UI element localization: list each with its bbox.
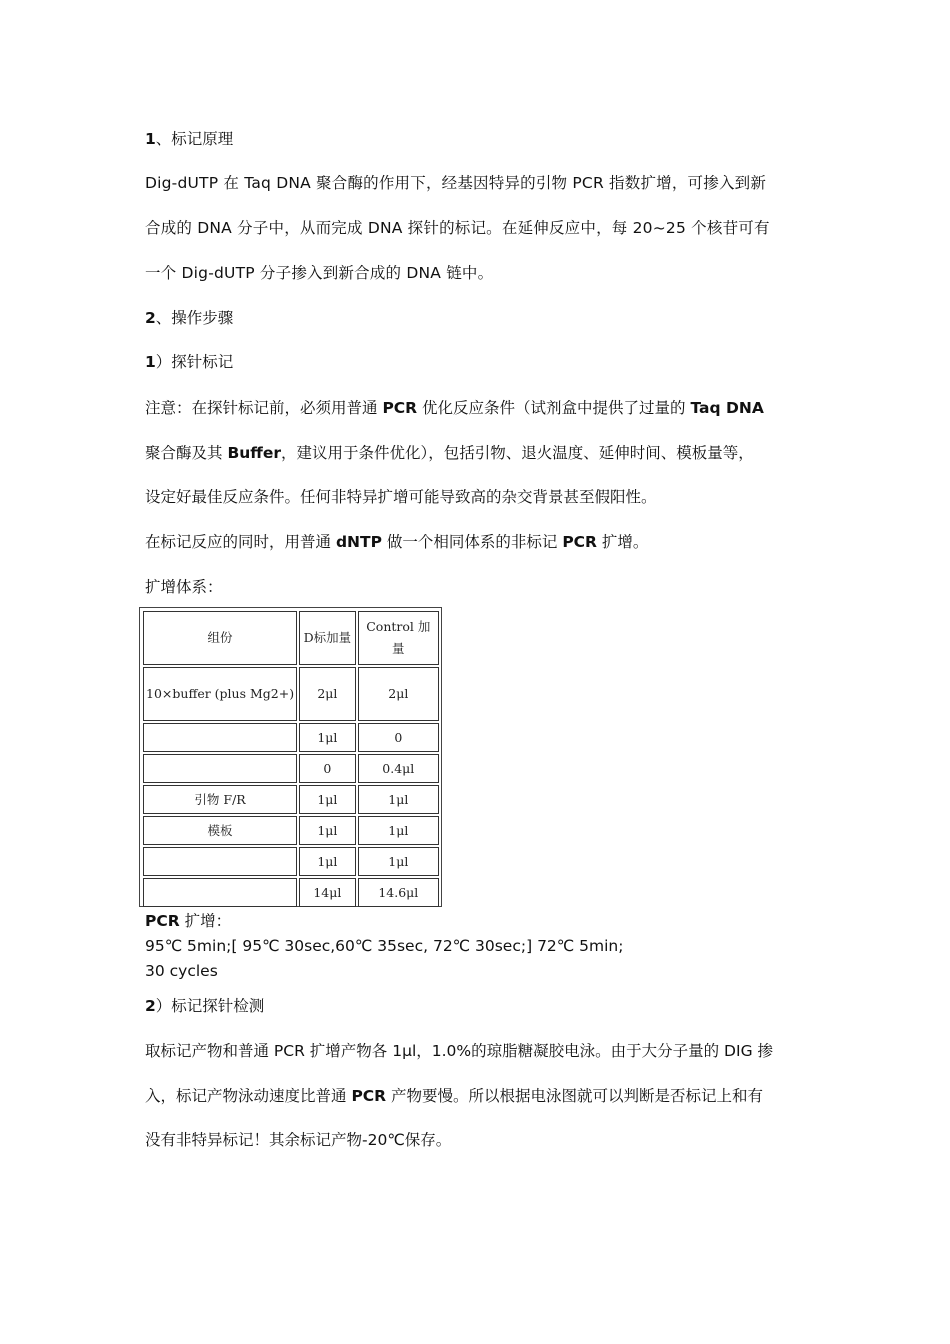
amplification-table-frame — [139, 607, 442, 907]
cell-component: 模板 — [143, 816, 297, 845]
cell-control-amount: 2μl — [358, 667, 439, 721]
cell-control-amount: 1μl — [358, 847, 439, 876]
cell-dig-amount: 1μl — [299, 816, 355, 845]
cell-dig-amount: 1μl — [299, 847, 355, 876]
paragraph-principle-line-3: 一个 Dig-dUTP 分子掺入到新合成的 DNA 链中。 — [145, 264, 494, 282]
control-pcr-sentence: 在标记反应的同时，用普通 dNTP 做一个相同体系的非标记 PCR 扩增。 — [145, 533, 649, 551]
table-header-row — [143, 611, 439, 665]
header-component: 组份 — [143, 611, 297, 665]
table-row — [143, 878, 439, 907]
table-row — [143, 667, 439, 721]
cell-control-amount: 0.4μl — [358, 754, 439, 783]
pcr-cycles: 30 cycles — [145, 962, 218, 980]
cell-component: 10×buffer (plus Mg2+) — [143, 667, 297, 721]
cell-control-amount: 1μl — [358, 785, 439, 814]
cell-dig-amount: 0 — [299, 754, 355, 783]
note-line-1: 注意：在探针标记前，必须用普通 PCR 优化反应条件（试剂盒中提供了过量的 Taq DNA — [145, 399, 764, 417]
cell-dig-amount: 2μl — [299, 667, 355, 721]
header-dig-amount: D标加量 — [299, 611, 355, 665]
cell-component — [143, 754, 297, 783]
header-control-amount: Control 加量 — [358, 611, 439, 665]
detection-line-3: 没有非特异标记！其余标记产物-20℃保存。 — [145, 1131, 452, 1149]
table-row — [143, 847, 439, 876]
cell-dig-amount: 1μl — [299, 723, 355, 752]
amplification-table — [141, 609, 441, 909]
pcr-program: 95℃ 5min;[ 95℃ 30sec,60℃ 35sec, 72℃ 30sec;] 72℃ 5min; — [145, 937, 624, 955]
paragraph-principle-line-1: Dig-dUTP 在 Taq DNA 聚合酶的作用下，经基因特异的引物 PCR 指数扩增，可掺入到新 — [145, 174, 767, 192]
pcr-amplification-label: PCR 扩增： — [145, 912, 232, 930]
table-row — [143, 723, 439, 752]
table-row — [143, 754, 439, 783]
note-line-3: 设定好最佳反应条件。任何非特异扩增可能导致高的杂交背景甚至假阳性。 — [145, 488, 657, 506]
amplification-system-label: 扩增体系： — [145, 578, 223, 596]
subsection-2-title: 2）标记探针检测 — [145, 997, 265, 1015]
section-1-title: 1、标记原理 — [145, 130, 234, 148]
table-row — [143, 816, 439, 845]
cell-component: 引物 F/R — [143, 785, 297, 814]
cell-dig-amount: 14μl — [299, 878, 355, 907]
cell-dig-amount: 1μl — [299, 785, 355, 814]
detection-line-2: 入，标记产物泳动速度比普通 PCR 产物要慢。所以根据电泳图就可以判断是否标记上和有 — [145, 1087, 764, 1105]
cell-component — [143, 847, 297, 876]
subsection-1-title: 1）探针标记 — [145, 353, 234, 371]
cell-control-amount: 0 — [358, 723, 439, 752]
table-row — [143, 785, 439, 814]
cell-control-amount: 14.6μl — [358, 878, 439, 907]
paragraph-principle-line-2: 合成的 DNA 分子中，从而完成 DNA 探针的标记。在延伸反应中，每 20~25 个核苷可有 — [145, 219, 770, 237]
cell-component — [143, 723, 297, 752]
cell-control-amount: 1μl — [358, 816, 439, 845]
note-line-2: 聚合酶及其 Buffer，建议用于条件优化），包括引物、退火温度、延伸时间、模板量等， — [145, 444, 754, 462]
section-2-title: 2、操作步骤 — [145, 309, 234, 327]
cell-component — [143, 878, 297, 907]
detection-line-1: 取标记产物和普通 PCR 扩增产物各 1μl，1.0%的琼脂糖凝胶电泳。由于大分子量的 DIG 掺 — [145, 1042, 774, 1060]
